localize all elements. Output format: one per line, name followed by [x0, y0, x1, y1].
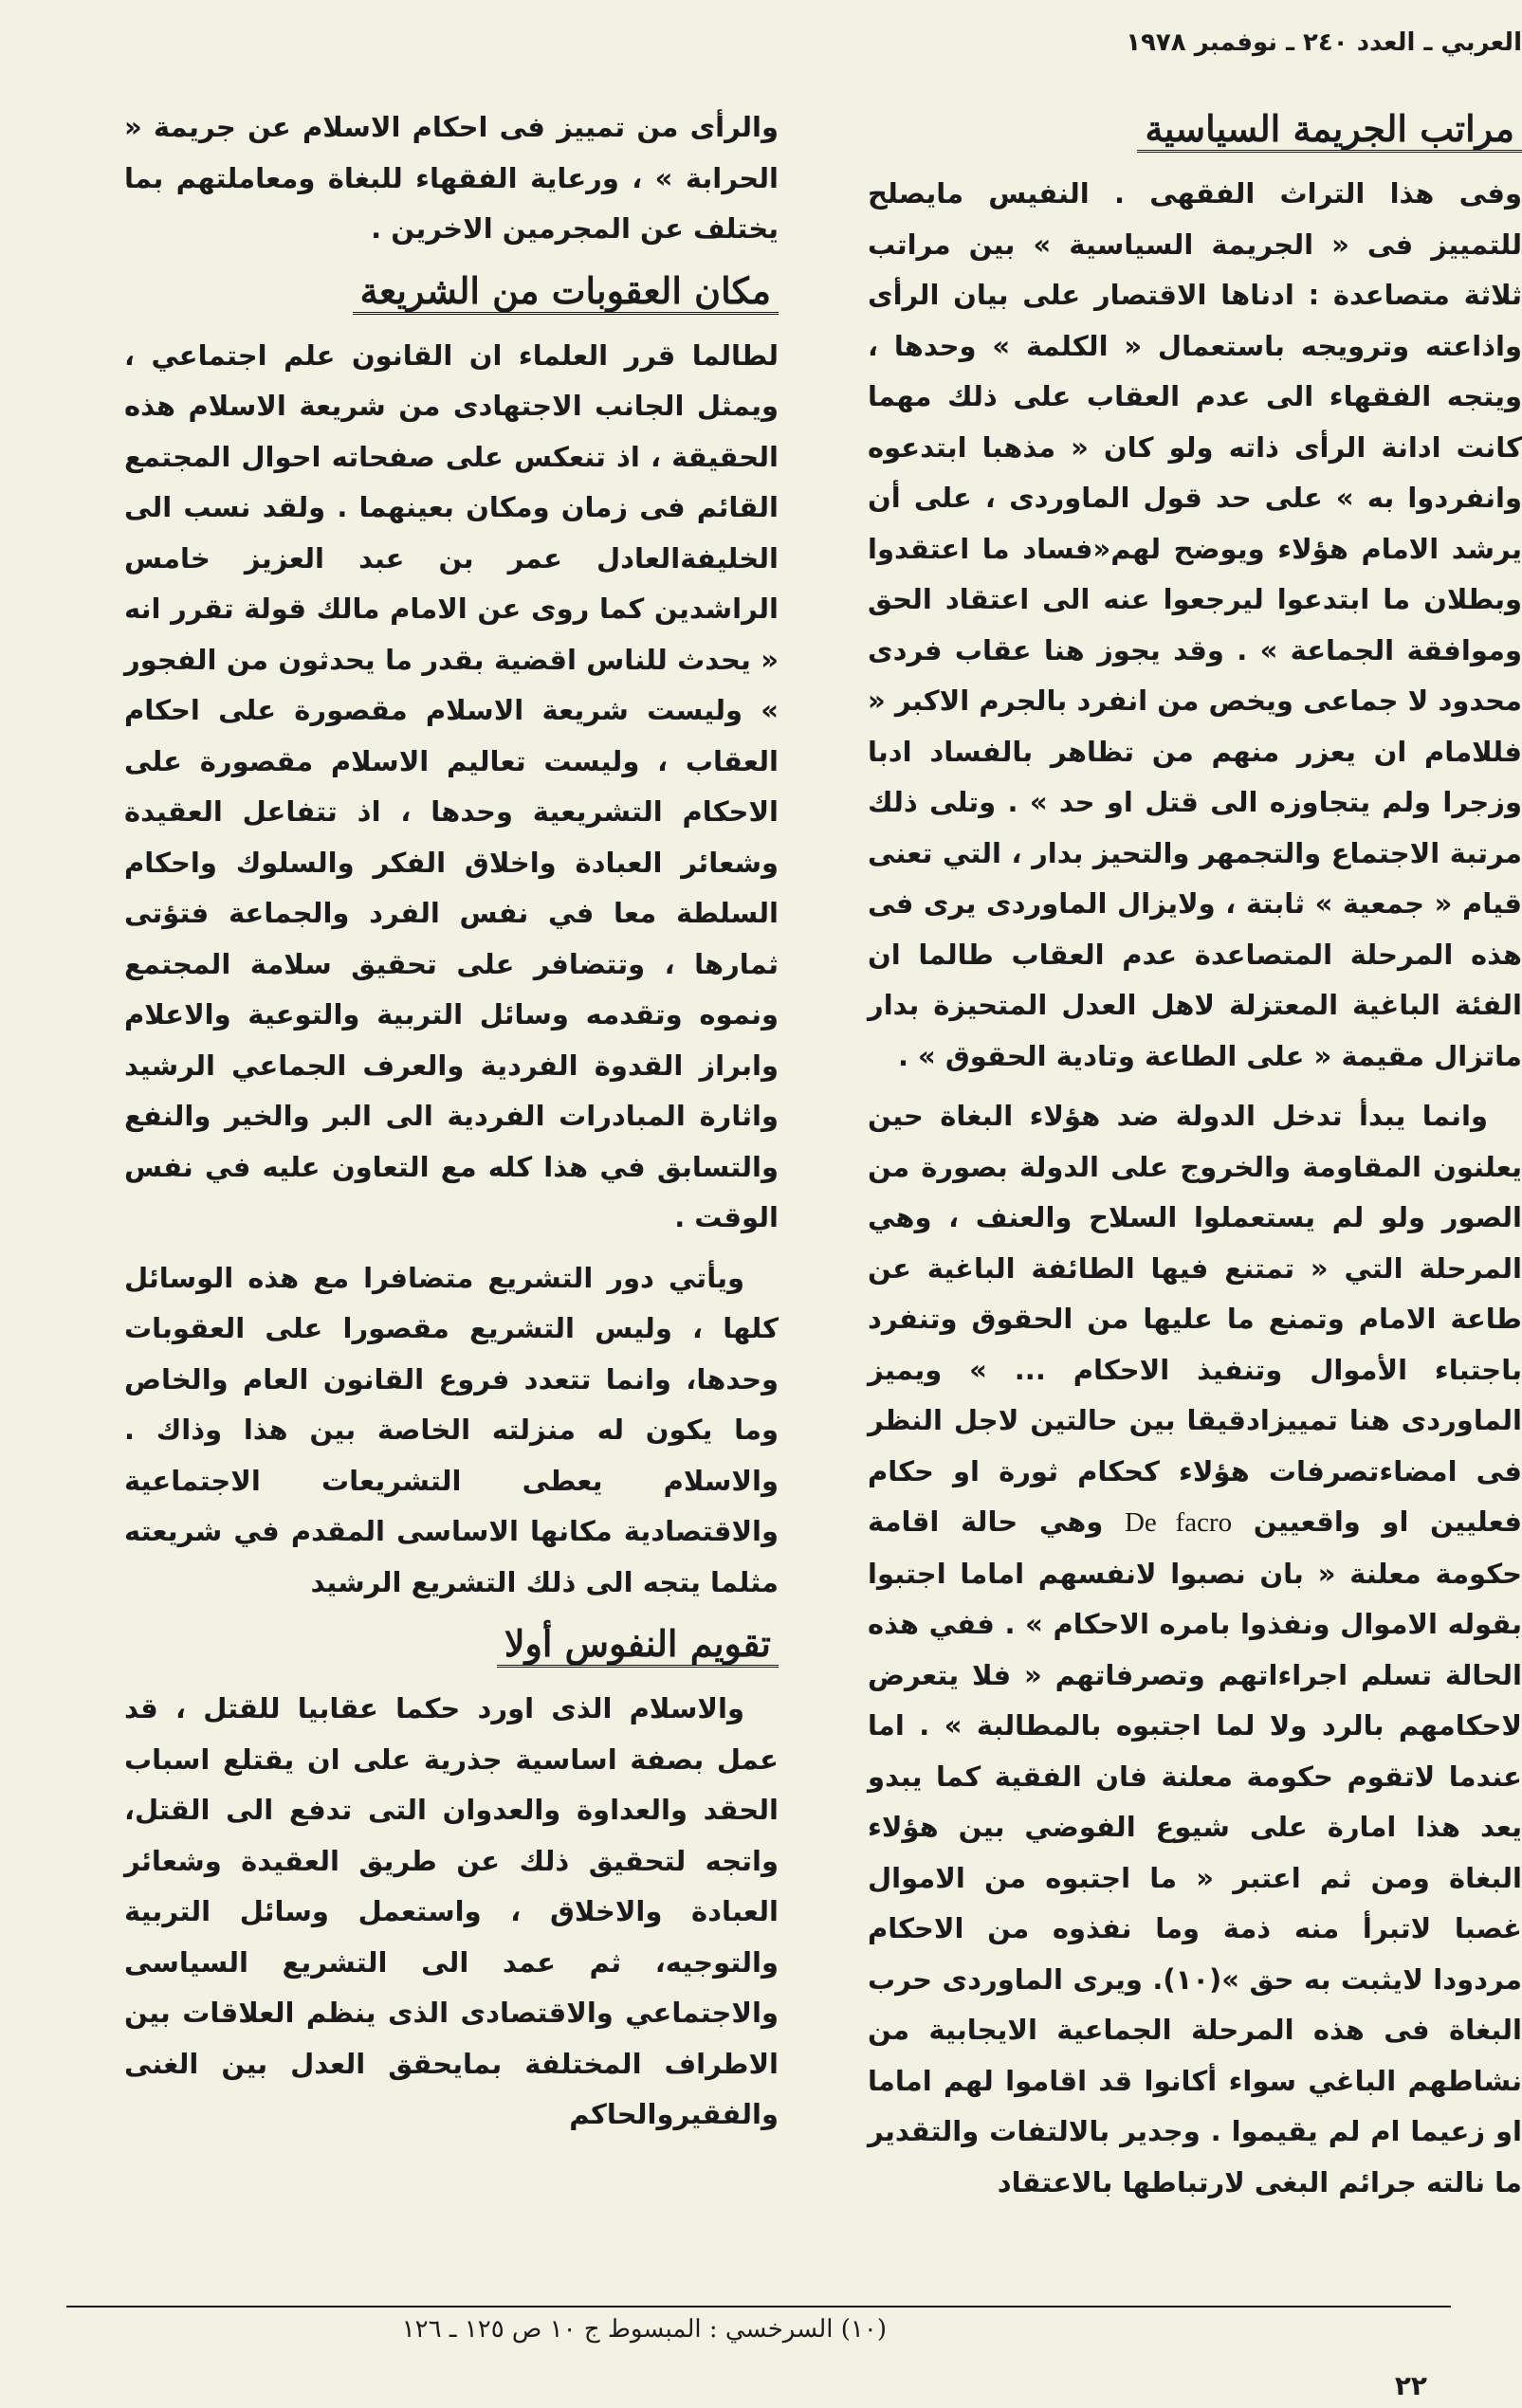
paragraph: وفى هذا التراث الفقهى . النفيس مايصلح للتمييز فى « الجريمة السياسية » بين مراتب ثلاثة متصاعدة : ادناها الاقتصار على بيان الرأى واذاعته وترويجه باستعمال « الكلمة » وحدها ، ويتجه الفقهاء الى عدم العقاب على ذلك مهما كانت ادانة الرأى ذاته ولو كان « مذهبا ابتدعوه وانفردوا به » على حد قول الماوردى ، على أن يرشد الامام هؤلاء ويوضح لهم«فساد ما اعتقدوا وبطلان ما ابتدعوا ليرجعوا عنه الى اعتقاد الحق وموافقة الجماعة » . وقد يجوز هنا عقاب فردى محدود لا جماعى ويخص من انفرد بالجرم الاكبر « فللامام ان يعزر منهم من تظاهر بالفساد ادبا وزجرا ولم يتجاوزه الى قتل او حد » . وتلى ذلك مرتبة الاجتماع والتجمهر والتحيز بدار ، التي تعنى قيام « جمعية » ثابتة ، ولايزال الماوردى يرى فى هذه المرحلة المتصاعدة عدم العقاب طالما ان الفئة الباغية المعتزلة لاهل العدل المتحيزة بدار ماتزال مقيمة « على الطاعة وتادية الحقوق » .	[868, 177, 1522, 1072]
paragraph: والرأى من تمييز فى احكام الاسلام عن جريمة « الحرابة » ، ورعاية الفقهاء للبغاة ومعاملتهم بما يختلف عن المجرمين الاخرين .	[124, 111, 779, 245]
paragraph: والاسلام الذى اورد حكما عقابيا للقتل ، قد عمل بصفة اساسية جذرية على ان يقتلع اسباب الحقد والعداوة والعدوان التى تدفع الى القتل، واتجه لتحقيق ذلك عن طريق العقيدة وشعائر العبادة والاخلاق ، واستعمل وسائل التربية والتوجيه، ثم عمد الى التشريع السياسى والاجتماعي والاقتصادى الذى ينظم العلاقات بين الاطراف المختلفة بمايحقق العدل بين الغنى والفقيروالحاكم	[124, 1692, 779, 2130]
right-column	[868, 102, 1522, 2217]
section-heading-political-crime: مراتب الجريمة السياسية	[868, 102, 1522, 155]
section-heading-punishments: مكان العقوبات من الشريعة	[124, 265, 779, 318]
page-number: ٢٢	[1394, 2370, 1427, 2401]
section-heading-reform-souls: تقويم النفوس أولا	[124, 1617, 779, 1670]
running-header: العربي ـ العدد ٢٤٠ ـ نوفمبر ١٩٧٨	[1126, 28, 1522, 57]
left-column	[124, 102, 779, 2150]
footnote-divider	[66, 2306, 1451, 2308]
paragraph: وانما يبدأ تدخل الدولة ضد هؤلاء البغاة حين يعلنون المقاومة والخروج على الدولة بصورة من الصور ولو لم يستعملوا السلاح والعنف ، وهي المرحلة التي « تمتنع فيها الطائفة الباغية عن طاعة الامام وتمنع ما عليها من الحقوق وتنفرد باجتباء الأموال وتنفيذ الاحكام ... » ويميز الماوردى هنا تمييزادقيقا بين حالتين لاجل النظر فى امضاءتصرفات هؤلاء كحكام ثورة او حكام فعليين او واقعيين De facro وهي حالة اقامة حكومة معلنة « بان نصبوا لانفسهم اماما اجتبوا بقوله الاموال ونفذوا بامره الاحكام » . ففي هذه الحالة تسلم اجراءاتهم وتصرفاتهم « فلا يتعرض لاحكامهم بالرد ولا لما اجتبوه بالمطالبة » . اما عندما لاتقوم حكومة معلنة فان الفقية كما يبدو يعد هذا امارة على شيوع الفوضي بين هؤلاء البغاة ومن ثم اعتبر « ما اجتبوه من الاموال غصبا لاتبرأ منه ذمة وما نفذوه من الاحكام مردودا لايثبت به حق »(١٠). ويرى الماوردى حرب البغاة فى هذه المرحلة الجماعية الايجابية من نشاطهم الباغي سواء أكانوا قد اقاموا لهم اماما او زعيما ام لم يقيموا . وجدير بالالتفات والتقدير ما نالته جرائم البغى لارتباطها بالاعتقاد	[868, 1100, 1522, 2198]
latin-term: De facro	[1124, 1507, 1233, 1538]
footnote: (١٠) السرخسي : المبسوط ج ١٠ ص ١٢٥ ـ ١٢٦	[401, 2315, 887, 2344]
paragraph: لطالما قرر العلماء ان القانون علم اجتماعي ، ويمثل الجانب الاجتهادى من شريعة الاسلام هذه الحقيقة ، اذ تنعكس على صفحاته احوال المجتمع القائم فى زمان ومكان بعينهما . ولقد نسب الى الخليفةالعادل عمر بن عبد العزيز خامس الراشدين كما روى عن الامام مالك قولة تقرر انه « يحدث للناس اقضية بقدر ما يحدثون من الفجور » وليست شريعة الاسلام مقصورة على احكام العقاب ، وليست تعاليم الاسلام مقصورة على الاحكام التشريعية وحدها ، اذ تتفاعل العقيدة وشعائر العبادة واخلاق الفكر والسلوك واحكام السلطة معا في نفس الفرد والجماعة فتؤتى ثمارها ، وتتضافر على تحقيق سلامة المجتمع ونموه وتقدمه وسائل التربية والتوعية والاعلام وابراز القدوة الفردية والعرف الجماعي الرشيد واثارة المبادرات الفردية الى البر والخير والنفع والتسابق في هذا كله مع التعاون عليه في نفس الوقت .	[124, 338, 779, 1233]
paragraph: ويأتي دور التشريع متضافرا مع هذه الوسائل كلها ، وليس التشريع مقصورا على العقوبات وحدها، وانما تتعدد فروع القانون العام والخاص وما يكون له منزلته الخاصة بين هذا وذاك . والاسلام يعطى التشريعات الاجتماعية والاقتصادية مكانها الاساسى المقدم في شريعته مثلما يتجه الى ذلك التشريع الرشيد	[124, 1261, 779, 1598]
